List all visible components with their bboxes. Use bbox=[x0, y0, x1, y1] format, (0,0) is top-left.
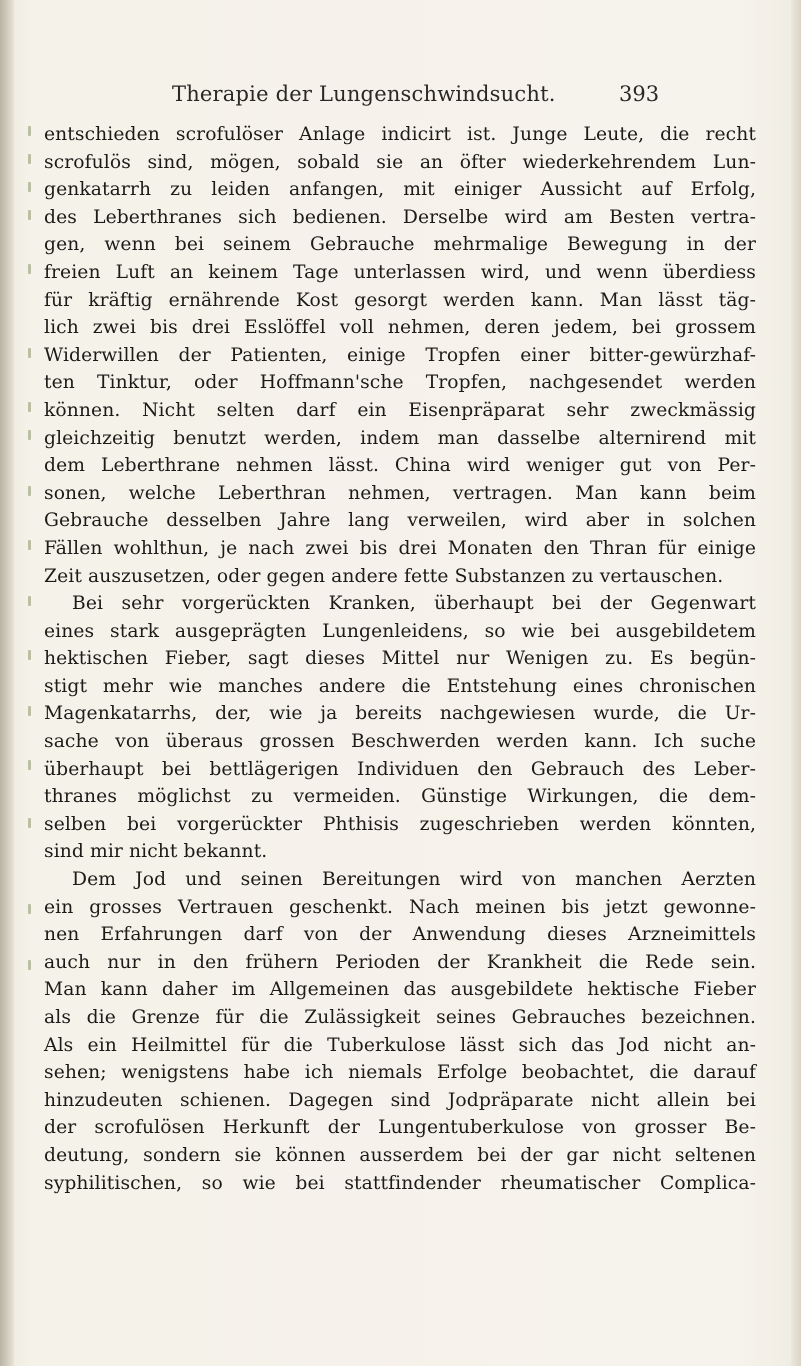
text-line: syphilitischen, so wie bei stattfindender rheumatischer Complica- bbox=[44, 1172, 756, 1194]
text-line: sonen, welche Leberthran nehmen, vertragen. Man kann beim bbox=[44, 482, 756, 504]
text-line: nen Erfahrungen darf von der Anwendung dieses Arzneimittels bbox=[44, 924, 756, 946]
text-line: sache von überaus grossen Beschwerden werden kann. Ich suche bbox=[44, 731, 756, 753]
text-line: gen, wenn bei seinem Gebrauche mehrmalige Bewegung in der bbox=[44, 234, 756, 256]
text-line: freien Luft an keinem Tage unterlassen wird, und wenn überdiess bbox=[44, 261, 756, 283]
text-line: lich zwei bis drei Esslöffel voll nehmen, deren jedem, bei grossem bbox=[44, 317, 756, 339]
text-line: ein grosses Vertrauen geschenkt. Nach meinen bis jetzt gewonne- bbox=[44, 896, 756, 918]
text-line: selben bei vorgerückter Phthisis zugeschrieben werden könnten, bbox=[44, 813, 756, 835]
text-line: können. Nicht selten darf ein Eisenpräparat sehr zweckmässig bbox=[44, 399, 756, 421]
text-line: des Leberthranes sich bedienen. Derselbe wird am Besten vertra- bbox=[44, 206, 756, 228]
text-line: Als ein Heilmittel für die Tuberkulose lässt sich das Jod nicht an- bbox=[44, 1034, 756, 1056]
text-line: sehen; wenigstens habe ich niemals Erfolge beobachtet, die darauf bbox=[44, 1062, 756, 1084]
text-line: sind mir nicht bekannt. bbox=[44, 841, 268, 863]
text-line: der scrofulösen Herkunft der Lungentuberkulose von grosser Be- bbox=[44, 1117, 756, 1139]
text-line: gleichzeitig benutzt werden, indem man dasselbe alternirend mit bbox=[44, 427, 756, 449]
text-line: Fällen wohlthun, je nach zwei bis drei Monaten den Thran für einige bbox=[44, 537, 756, 559]
text-line: überhaupt bei bettlägerigen Individuen den Gebrauch des Leber- bbox=[44, 758, 756, 780]
running-title: Therapie der Lungenschwindsucht. bbox=[172, 82, 556, 106]
text-line: hektischen Fieber, sagt dieses Mittel nur Wenigen zu. Es begün- bbox=[44, 648, 756, 670]
text-line: eines stark ausgeprägten Lungenleidens, so wie bei ausgebildetem bbox=[44, 620, 756, 642]
page-edge bbox=[791, 0, 801, 1366]
page-number: 393 bbox=[619, 82, 660, 106]
body-text bbox=[44, 121, 756, 1197]
text-line: für kräftig ernährende Kost gesorgt werden kann. Man lässt täg- bbox=[44, 289, 756, 311]
text-line: dem Leberthrane nehmen lässt. China wird weniger gut von Per- bbox=[44, 455, 756, 477]
text-line: hinzudeuten schienen. Dagegen sind Jodpräparate nicht allein bei bbox=[44, 1089, 756, 1111]
text-line: Man kann daher im Allgemeinen das ausgebildete hektische Fieber bbox=[44, 979, 756, 1001]
text-line: Widerwillen der Patienten, einige Tropfen einer bitter-gewürzhaf- bbox=[44, 344, 756, 366]
text-line: stigt mehr wie manches andere die Entstehung eines chronischen bbox=[44, 675, 756, 697]
text-line: Gebrauche desselben Jahre lang verweilen, wird aber in solchen bbox=[44, 510, 756, 532]
text-line: entschieden scrofulöser Anlage indicirt ist. Junge Leute, die recht bbox=[44, 124, 756, 145]
text-line: Zeit auszusetzen, oder gegen andere fette Substanzen zu vertauschen. bbox=[44, 565, 724, 587]
text-line: ten Tinktur, oder Hoffmann'sche Tropfen, nachgesendet werden bbox=[44, 372, 756, 394]
text-line: deutung, sondern sie können ausserdem bei der gar nicht seltenen bbox=[44, 1144, 756, 1166]
text-line: thranes möglichst zu vermeiden. Günstige Wirkungen, die dem- bbox=[44, 786, 756, 808]
paragraph-start-line: Dem Jod und seinen Bereitungen wird von manchen Aerzten bbox=[72, 869, 756, 891]
text-line: genkatarrh zu leiden anfangen, mit einiger Aussicht auf Erfolg, bbox=[44, 179, 756, 201]
text-line: Magenkatarrhs, der, wie ja bereits nachgewiesen wurde, die Ur- bbox=[44, 703, 756, 725]
text-line: scrofulös sind, mögen, sobald sie an öfter wiederkehrendem Lun- bbox=[44, 151, 756, 173]
text-line: als die Grenze für die Zulässigkeit seines Gebrauches bezeichnen. bbox=[44, 1007, 756, 1028]
running-head bbox=[0, 82, 801, 112]
binding-gutter bbox=[0, 0, 14, 1366]
paragraph-start-line: Bei sehr vorgerückten Kranken, überhaupt bei der Gegenwart bbox=[72, 593, 756, 615]
margin-marks bbox=[22, 118, 42, 998]
text-line: auch nur in den frühern Perioden der Krankheit die Rede sein. bbox=[44, 951, 756, 973]
